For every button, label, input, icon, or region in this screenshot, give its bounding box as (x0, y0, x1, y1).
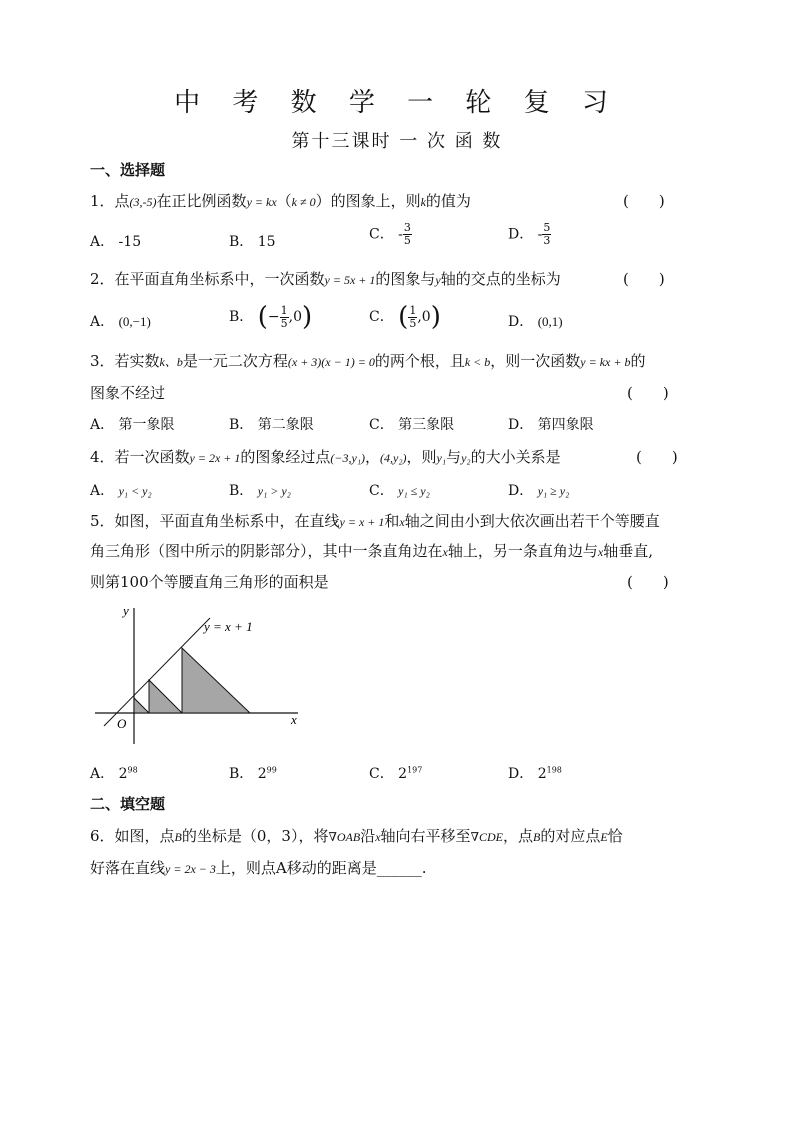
q1-option-c-den: 5 (403, 234, 411, 247)
q4-option-d (508, 480, 569, 500)
fig-origin-label: O (117, 716, 127, 731)
q5-line-3: 则第100个等腰直角三角形的面积是 (90, 573, 329, 591)
q2-option-d-label: D． (508, 314, 534, 330)
question-6 (90, 825, 623, 846)
q5-text-3: 轴之间由小到大依次画出若干个等腰直 (404, 512, 660, 530)
q5-option-d-label: D． (508, 766, 534, 782)
q5-option-a-exp: 98 (127, 765, 138, 775)
q1-option-d-label: D． - (508, 226, 543, 243)
question-4 (90, 446, 561, 467)
q5-option-c-label: C． (369, 766, 394, 782)
q5-option-a-label: A． (90, 766, 115, 782)
q5-l2-x: x (442, 545, 448, 559)
q3-text-3: 的两个根，且 (374, 352, 465, 370)
q6-l2-text: 好落在直线 (90, 859, 166, 877)
q5-option-c-base: 2 (398, 766, 408, 782)
q6-triangle-oab: ∇OAB (328, 830, 361, 844)
q4-option-b (229, 480, 291, 500)
q2-option-a-value: (0,−1) (118, 314, 151, 329)
q4-point-2: (4,y₂) (380, 451, 407, 465)
q3-option-a: A． 第一象限 (90, 417, 175, 433)
question-1 (90, 190, 471, 211)
q5-figure (90, 598, 320, 748)
q4-option-a-value: y₁ < y₂ (118, 484, 152, 498)
q4-text-4: ，则 (406, 448, 437, 466)
q5-l2-x-2: x (597, 545, 604, 559)
question-2 (90, 268, 561, 289)
q3-text-2: 是一元二次方程 (182, 352, 288, 370)
q1-point: (3,-5) (129, 195, 157, 209)
q5-option-c-exp: 197 (407, 765, 423, 775)
q3-condition: k < b (464, 355, 491, 369)
q1-option-d-num: 5 (543, 221, 551, 234)
q3-kb: k、b (159, 355, 183, 369)
q4-text: 4．若一次函数 (90, 448, 190, 466)
page-title: 中 考 数 学 一 轮 复 习 (174, 88, 620, 118)
q6-text: 6．如图，点 (90, 827, 175, 845)
q2-option-d (508, 311, 563, 331)
q2-option-a-label: A． (90, 314, 115, 330)
q2-option-c-label: C． (369, 309, 394, 325)
q1-text-3: （ (276, 192, 292, 210)
q5-option-d-base: 2 (537, 766, 547, 782)
q4-text-5: 与 (446, 448, 462, 466)
q5-text-2: 和 (384, 512, 400, 530)
q4-option-c-value: y₁ ≤ y₂ (398, 484, 430, 498)
q4-y1: y₁ (436, 451, 447, 465)
q6-line-2 (90, 857, 427, 878)
q5-option-d (508, 763, 562, 783)
q4-option-a-label: A． (90, 483, 115, 499)
q6-text-3: 沿 (360, 827, 376, 845)
q5-x: x (399, 515, 405, 529)
q5-line: y = x + 1 (339, 515, 385, 529)
q1-option-a: A． -15 (90, 234, 142, 250)
q5-text: 5．如图，平面直角坐标系中，在直线 (90, 512, 340, 530)
q3-text-5: 的 (630, 352, 646, 370)
q4-option-d-label: D． (508, 483, 534, 499)
q5-option-a-base: 2 (118, 766, 128, 782)
q4-option-b-value: y₁ > y₂ (257, 484, 291, 498)
q6-text-4: 轴向右平移至 (380, 827, 471, 845)
q1-option-d (508, 222, 551, 247)
q6-line-equation: y = 2x − 3 (165, 862, 216, 876)
q1-option-b: B． 15 (229, 234, 276, 250)
section-fill-heading: 二、填空题 (90, 795, 166, 813)
q3-text: 3．若实数 (90, 352, 160, 370)
q3-option-d: D． 第四象限 (508, 417, 594, 433)
q2-option-c: C． ( $\frac{1}{5}$ ,0) (369, 302, 441, 332)
q4-text-2: 的图象经过点 (240, 448, 331, 466)
q1-function: y = kx (246, 195, 277, 209)
q2-option-b-tail: ,0 (288, 309, 302, 325)
q4-option-a (90, 480, 152, 500)
q2-answer-paren: ( ) (623, 270, 665, 288)
q1-option-c (369, 222, 412, 247)
q3-option-c: C． 第三象限 (369, 417, 455, 433)
q2-option-c-den: 5 (409, 316, 417, 330)
q6-triangle-cde: ∇CDE (470, 830, 503, 844)
q5-l2-text-2: 轴上，另一条直角边与 (447, 542, 598, 560)
q2-option-a (90, 311, 151, 331)
q1-option-d-den: 3 (543, 234, 551, 247)
q6-text-7: 恰 (607, 827, 623, 845)
q4-option-d-value: y₁ ≥ y₂ (537, 484, 570, 498)
q6-text-2: 的坐标是（0，3），将 (181, 827, 329, 845)
question-5 (90, 510, 660, 531)
q3-function: y = kx + b (580, 355, 631, 369)
q2-option-c-tail: ,0 (417, 309, 431, 325)
q6-b: B (174, 830, 182, 844)
q6-x: x (375, 830, 381, 844)
section-choice-heading: 一、选择题 (90, 161, 166, 179)
question-3 (90, 350, 646, 371)
q2-option-b-label: B． (229, 309, 254, 325)
q5-l2-text-3: 轴垂直, (603, 542, 653, 560)
q4-option-c-label: C． (369, 483, 394, 499)
q2-option-b-num: 1 (280, 303, 288, 317)
q3-line-2: 图象不经过 (90, 384, 166, 402)
q1-text-2: 在正比例函数 (156, 192, 247, 210)
q6-period: . (421, 859, 427, 877)
q4-option-b-label: B． (229, 483, 254, 499)
q1-option-c-label: C． - (369, 226, 403, 243)
q4-option-c (369, 480, 430, 500)
q3-text-4: ，则一次函数 (490, 352, 581, 370)
q6-e: E (600, 830, 608, 844)
q1-text-4: ）的图象上，则 (315, 192, 421, 210)
q4-point-1: (−3,y₁) (330, 451, 366, 465)
q2-function: y = 5x + 1 (324, 273, 376, 287)
q6-answer-blank[interactable]: ______ (376, 859, 422, 877)
q5-option-a (90, 763, 138, 783)
q1-text: 1．点 (90, 192, 130, 210)
q6-text-5: ，点 (502, 827, 533, 845)
q5-option-b-label: B． (229, 766, 254, 782)
q1-text-5: 的值为 (425, 192, 471, 210)
q6-b-2: B (532, 830, 541, 844)
page-subtitle: 第十三课时 一 次 函 数 (291, 131, 503, 152)
q5-option-b-exp: 99 (266, 765, 277, 775)
q4-y2: y₂ (461, 451, 471, 465)
q4-function: y = 2x + 1 (189, 451, 241, 465)
fig-x-label: x (291, 712, 297, 727)
q2-option-b: B． (− $\frac{1}{5}$ ,0) (229, 302, 313, 332)
q5-l2-text: 角三角形（图中所示的阴影部分），其中一条直角边在 (90, 542, 443, 560)
q2-text-2: 的图象与 (375, 270, 436, 288)
triangle-1 (134, 698, 149, 713)
q1-k: k (420, 195, 426, 209)
q5-answer-paren: ( ) (627, 573, 669, 591)
q5-option-d-exp: 198 (546, 765, 562, 775)
q1-option-c-num: 3 (403, 221, 411, 234)
q5-line-2 (90, 540, 653, 561)
fig-line-label: y = x + 1 (204, 619, 253, 634)
q3-option-b: B． 第二象限 (229, 417, 314, 433)
q1-condition: k ≠ 0 (291, 195, 316, 209)
q4-text-3: ， (365, 448, 381, 466)
q1-answer-paren: ( ) (623, 192, 665, 210)
q2-y: y (435, 273, 441, 287)
q2-text: 2．在平面直角坐标系中，一次函数 (90, 270, 325, 288)
q2-option-b-den: 5 (280, 316, 288, 330)
q3-answer-paren: ( ) (627, 384, 669, 402)
q4-answer-paren: ( ) (636, 448, 678, 466)
q2-option-b-sign: − (267, 309, 280, 325)
q5-option-b (229, 763, 277, 783)
q3-equation: (x + 3)(x − 1) = 0 (287, 355, 375, 369)
q2-text-3: 轴的交点的坐标为 (440, 270, 561, 288)
q2-option-d-value: (0,1) (537, 314, 563, 329)
fig-y-label: y (123, 603, 129, 618)
triangle-2 (149, 680, 182, 713)
q6-text-6: 的对应点 (540, 827, 601, 845)
triangle-3 (182, 648, 250, 713)
q6-l2-text-2: 上，则点A移动的距离是 (215, 859, 377, 877)
q2-option-c-num: 1 (409, 303, 417, 317)
q5-option-b-base: 2 (257, 766, 267, 782)
q5-option-c (369, 763, 422, 783)
q4-text-6: 的大小关系是 (470, 448, 561, 466)
